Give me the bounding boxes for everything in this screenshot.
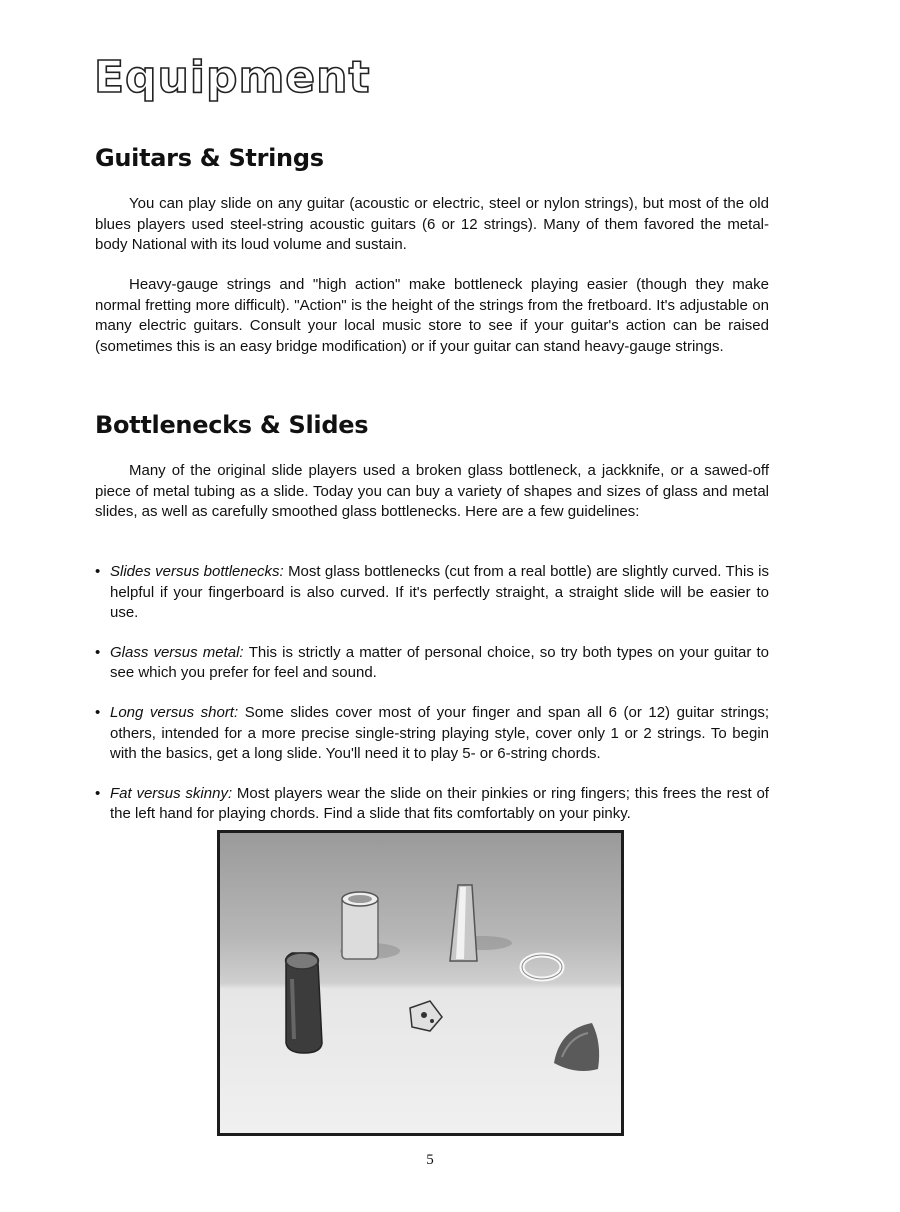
guideline-text: Most players wear the slide on their pinkies or ring fingers; this frees the rest of the left hand for playing chords. Find a slide that fits comfortably on your pinky. <box>110 784 769 823</box>
guideline-item <box>95 643 769 684</box>
guideline-text: Most glass bottlenecks (cut from a real bottle) are slightly curved. This is helpful if your fingerboard is also curved. If it's perfectly straight, a straight slide will be easier to use. <box>110 563 770 622</box>
guideline-item <box>95 562 769 624</box>
guideline-term: Glass versus metal: <box>110 643 249 661</box>
guideline-text: This is strictly a matter of personal choice, so try both types on your guitar to see which you prefer for feel and sound. <box>110 643 769 682</box>
bullet-icon: • <box>95 563 101 580</box>
guideline-item <box>95 784 769 825</box>
fuzzy-slide <box>554 1023 599 1071</box>
slides-photo-illustration <box>220 833 621 1133</box>
guideline-term: Long versus short: <box>110 703 245 721</box>
guideline-text: Some slides cover most of your finger and span all 6 (or 12) guitar strings; others, intended for a more precise single-string playing style, cover only 1 or 2 strings. To begin with the basics, get a long slide. You'll need it to play 5- or 6-string chords. <box>110 703 769 763</box>
page-title: Equipment <box>94 52 371 103</box>
bullet-icon: • <box>95 784 101 802</box>
section-heading-bottlenecks-slides: Bottlenecks & Slides <box>95 411 369 439</box>
bullet-icon: • <box>95 703 101 721</box>
ring-slide <box>522 955 562 979</box>
cylinder-slide <box>342 892 378 959</box>
paragraph-guitar-types: You can play slide on any guitar (acoustic or electric, steel or nylon strings), but most of the old blues players used steel-string acoustic guitars (6 or 12 strings). Many of them favored the metal-body National with its loud volume and sustain. <box>95 195 769 254</box>
page-number: 5 <box>426 1152 434 1168</box>
guideline-item <box>95 703 769 765</box>
paragraph-strings-action: Heavy-gauge strings and "high action" make bottleneck playing easier (though they make normal fretting more difficult). "Action" is the height of the strings from the fretboard. It's adjustable on many electric guitars. Consult your local music store to see if your guitar's action can be raised (sometimes this is an easy bridge modification) or if your guitar can stand heavy-gauge strings. <box>95 276 769 355</box>
guideline-term: Slides versus bottlenecks: <box>110 563 289 580</box>
section-heading-guitars-strings: Guitars & Strings <box>95 144 324 172</box>
slides-photo <box>217 830 624 1136</box>
pick-slide <box>410 1001 442 1031</box>
guideline-term: Fat versus skinny: <box>110 784 237 802</box>
guidelines-list <box>95 562 769 844</box>
glass-bottleneck <box>286 953 322 1053</box>
thin-metal-slide <box>450 885 477 961</box>
paragraph-slides-intro: Many of the original slide players used a broken glass bottleneck, a jackknife, or a sawed-off piece of metal tubing as a slide. Today you can buy a variety of shapes and sizes of glass and metal slides, as well as carefully smoothed glass bottlenecks. Here are a few guidelines: <box>95 462 769 521</box>
bullet-icon: • <box>95 643 101 661</box>
